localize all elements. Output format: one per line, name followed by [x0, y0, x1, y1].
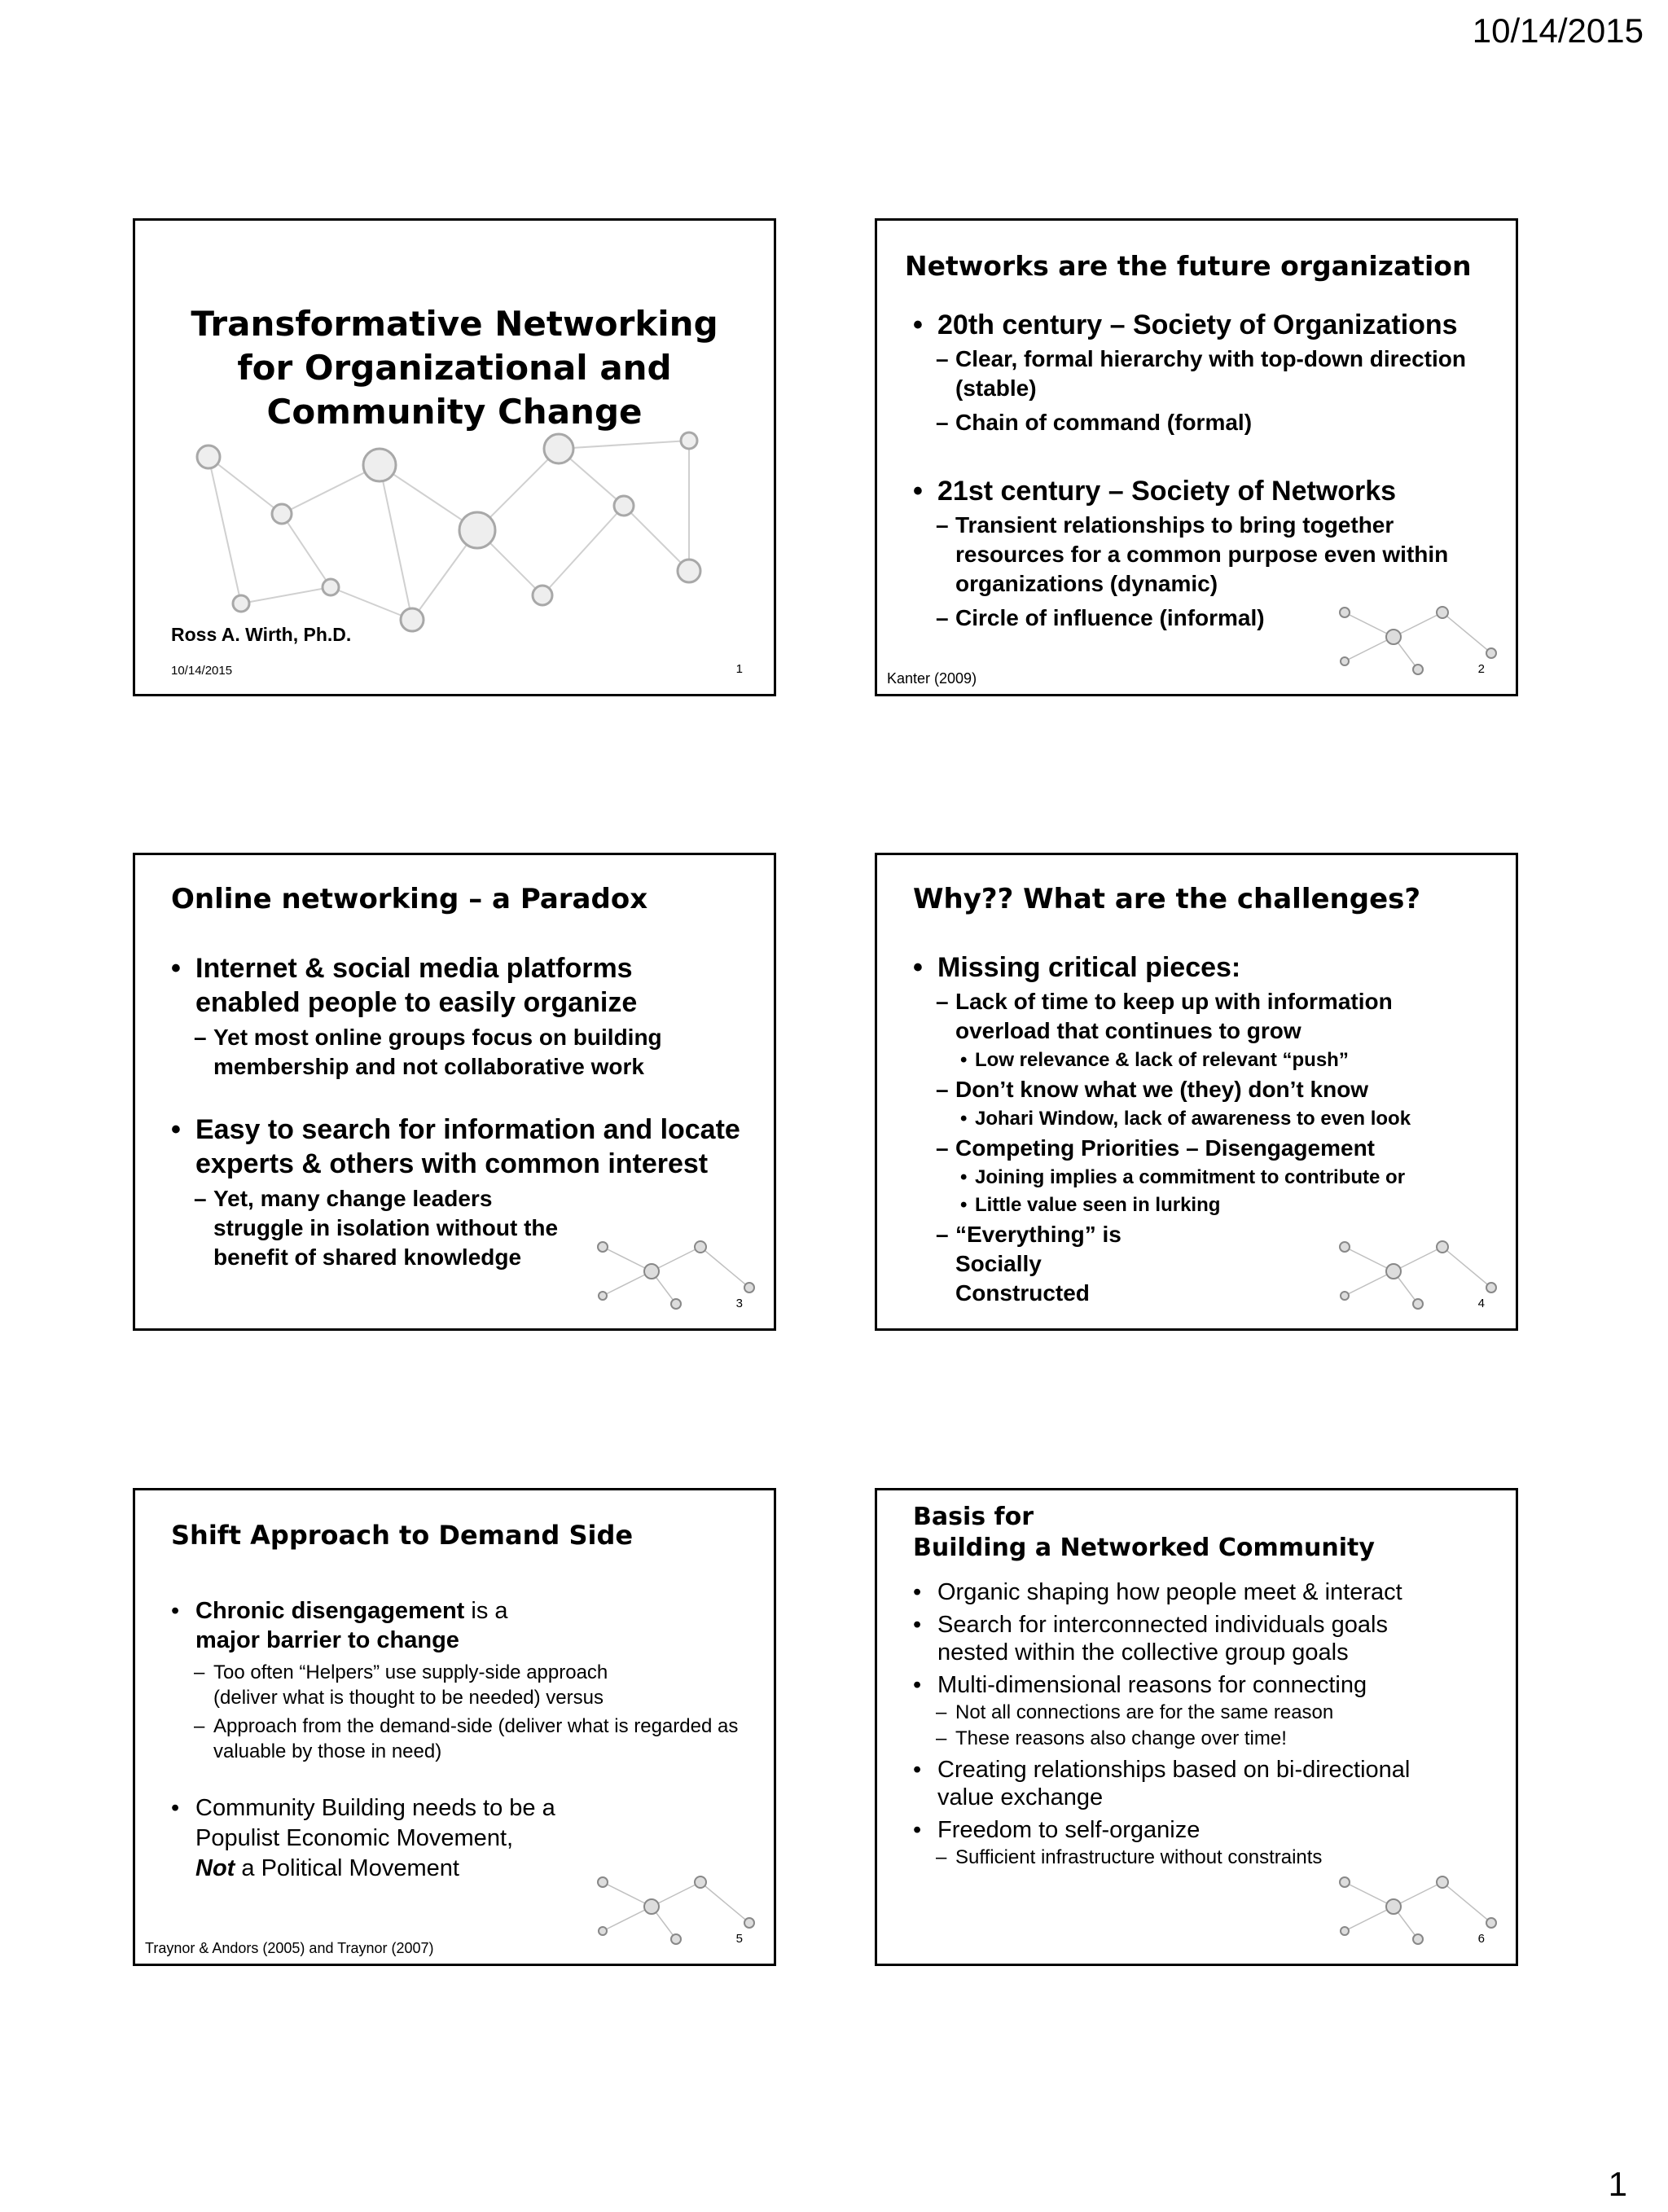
slide-title: Shift Approach to Demand Side	[171, 1520, 634, 1551]
sub-bullet: – Yet most online groups focus on building membership and not collaborative work	[171, 1023, 761, 1082]
sub-bullet: – Clear, formal hierarchy with top-down direction (stable)	[913, 345, 1503, 403]
text: Community Building needs to be a	[195, 1795, 555, 1821]
slide-number: 5	[735, 1932, 743, 1946]
sub-bullet: – Chain of command (formal)	[913, 408, 1503, 437]
title-line: Basis for	[913, 1503, 1034, 1531]
slide-2	[875, 218, 1518, 696]
slide-number: 4	[1477, 1297, 1485, 1310]
sub-bullet: – Competing Priorities – Disengagement	[913, 1134, 1503, 1163]
page-date: 10/14/2015	[1472, 11, 1644, 50]
bullet: • Multi-dimensional reasons for connecting	[913, 1671, 1503, 1699]
sub-bullet: – Circle of influence (informal)	[913, 603, 1503, 633]
slide-date: 10/14/2015	[171, 664, 233, 678]
slide-number: 2	[1477, 662, 1485, 676]
text: is a	[464, 1598, 508, 1624]
slide-number: 6	[1477, 1932, 1485, 1946]
text: Populist Economic Movement,	[195, 1825, 514, 1851]
bullet: • Search for interconnected individuals goals nested within the collective group goals	[913, 1611, 1503, 1666]
sub-sub-bullet: • Joining implies a commitment to contribute or	[913, 1165, 1503, 1191]
sub-bullet: – Not all connections are for the same reason	[913, 1701, 1503, 1725]
bold-text: major barrier to change	[195, 1627, 459, 1653]
sub-sub-bullet: • Johari Window, lack of awareness to even look	[913, 1106, 1503, 1132]
sub-bullet: – Transient relationships to bring together resources for a common purpose even within organizations (dynamic)	[913, 511, 1503, 599]
sub-bullet: – “Everything” is Socially Constructed	[913, 1220, 1503, 1308]
slide-number: 3	[735, 1297, 743, 1310]
slide-1	[133, 218, 776, 696]
slide-6	[875, 1488, 1518, 1966]
slide-4	[875, 853, 1518, 1331]
author: Ross A. Wirth, Ph.D.	[171, 624, 352, 645]
slide-5	[133, 1488, 776, 1966]
slide-number: 1	[735, 662, 743, 676]
slide-3	[133, 853, 776, 1331]
slide-title: Transformative Networking for Organizational and Community Change	[191, 304, 718, 432]
bullet: • 21st century – Society of Networks	[913, 475, 1503, 507]
slide-title: Networks are the future organization	[905, 250, 1472, 282]
sub-sub-bullet: • Little value seen in lurking	[913, 1192, 1503, 1218]
sub-bullet: – Don’t know what we (they) don’t know	[913, 1075, 1503, 1104]
sub-bullet: – Sufficient infrastructure without constraints	[913, 1846, 1503, 1870]
footnote: Traynor & Andors (2005) and Traynor (2007)	[145, 1940, 434, 1956]
page-number: 1	[1608, 2165, 1627, 2203]
sub-bullet: – Lack of time to keep up with information overload that continues to grow	[913, 987, 1503, 1046]
sub-bullet: – These reasons also change over time!	[913, 1727, 1503, 1751]
slide-title: Online networking – a Paradox	[171, 883, 648, 915]
bullet: • Freedom to self-organize	[913, 1816, 1503, 1844]
text: a Political Movement	[235, 1855, 459, 1881]
bullet: • Organic shaping how people meet & interact	[913, 1578, 1503, 1606]
bullet: • 20th century – Society of Organizations	[913, 309, 1503, 341]
bullet: • Missing critical pieces:	[913, 951, 1503, 984]
emphasis-text: Not	[195, 1855, 235, 1881]
slide-title	[913, 1502, 1375, 1564]
slide-title: Why?? What are the challenges?	[913, 883, 1421, 915]
sub-sub-bullet: • Low relevance & lack of relevant “push”	[913, 1047, 1503, 1073]
sub-bullet: – Too often “Helpers” use supply-side approach (deliver what is thought to be needed) versus	[171, 1660, 761, 1710]
sub-bullet: – Yet, many change leaders struggle in isolation without the benefit of shared knowledge	[171, 1184, 761, 1272]
footnote: Kanter (2009)	[887, 670, 977, 687]
bullet: • Internet & social media platforms enabled people to easily organize	[171, 951, 761, 1020]
sub-bullet: – Approach from the demand-side (deliver what is regarded as valuable by those in need)	[171, 1714, 761, 1764]
bullet: • Easy to search for information and locate experts & others with common interest	[171, 1113, 761, 1181]
bullet	[171, 1596, 761, 1655]
bullet: • Creating relationships based on bi-directional value exchange	[913, 1756, 1503, 1811]
title-line: Building a Networked Community	[913, 1534, 1375, 1562]
bold-text: Chronic disengagement	[195, 1598, 465, 1624]
network-graphic	[168, 408, 754, 652]
